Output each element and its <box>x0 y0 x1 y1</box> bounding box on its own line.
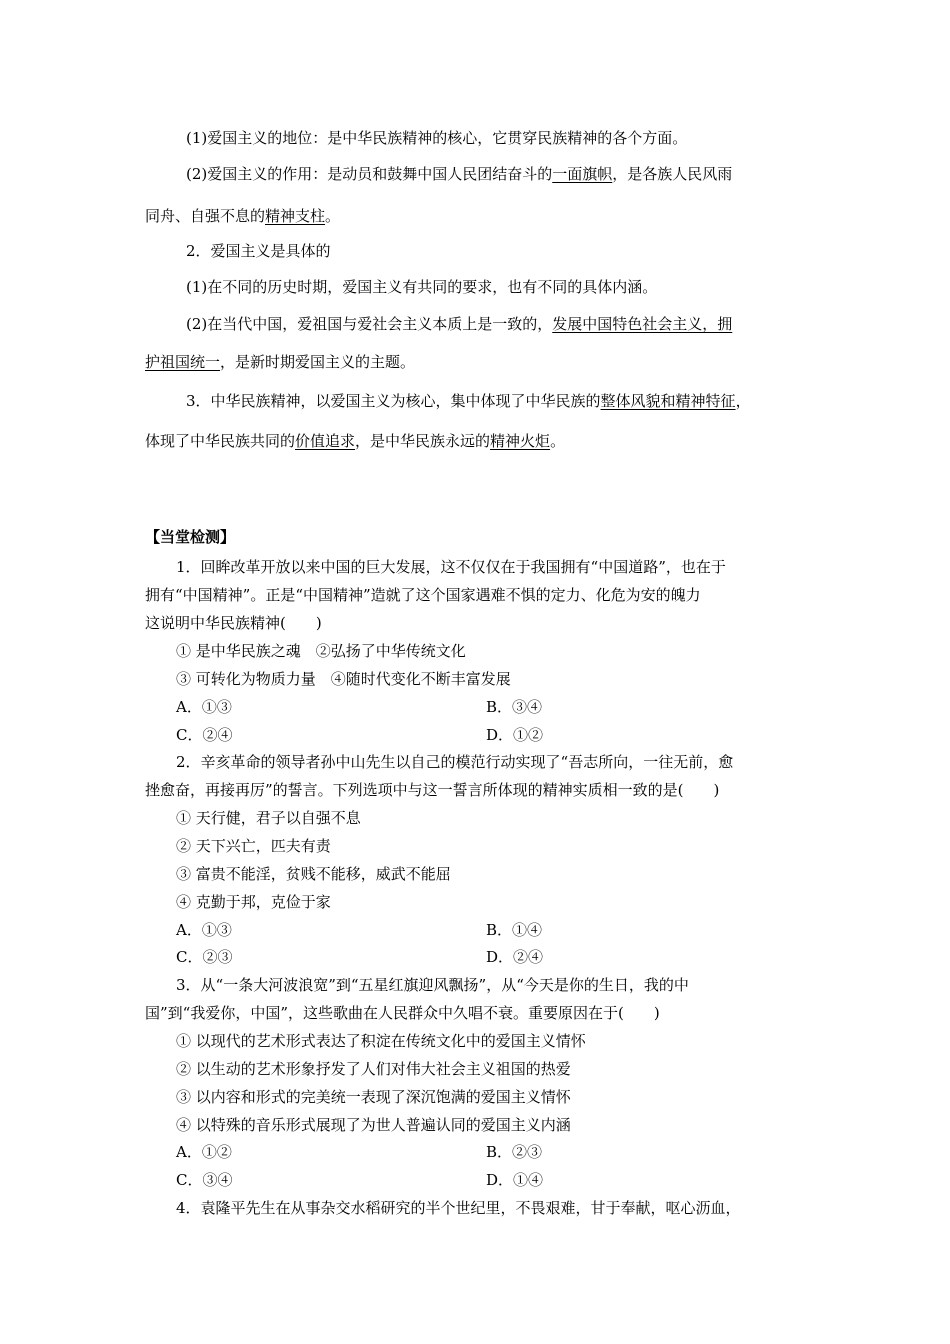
question-3-choice-d[interactable]: D．①④ <box>486 1171 544 1189</box>
para-patriotism-concrete: 2．爱国主义是具体的 <box>186 242 331 260</box>
underlined-keyword: 护祖国统一 <box>145 353 221 371</box>
question-2-choice-b[interactable]: B．①④ <box>486 921 543 939</box>
question-1-statement-row-2: ③ 可转化为物质力量 ④随时代变化不断丰富发展 <box>176 670 511 688</box>
question-3-statement-4: ④ 以特殊的音乐形式展现了为世人普遍认同的爱国主义内涵 <box>176 1116 571 1134</box>
underlined-keyword: 发展中国特色社会主义，拥 <box>552 315 733 333</box>
question-3-statement-2: ② 以生动的艺术形象抒发了人们对伟大社会主义祖国的热爱 <box>176 1060 571 1078</box>
para-contemporary-china-cont: 护祖国统一，是新时期爱国主义的主题。 <box>145 353 416 371</box>
question-1-statement-row-1: ① 是中华民族之魂 ②弘扬了中华传统文化 <box>176 642 466 660</box>
question-2-choice-c[interactable]: C．②③ <box>176 948 233 966</box>
question-3-statement-1: ① 以现代的艺术形式表达了积淀在传统文化中的爱国主义情怀 <box>176 1032 586 1050</box>
question-3-choice-b[interactable]: B．②③ <box>486 1143 543 1161</box>
para-national-spirit-cont: 体现了中华民族共同的价值追求，是中华民族永远的精神火炬。 <box>145 432 566 450</box>
question-3-choice-c[interactable]: C．③④ <box>176 1171 233 1189</box>
underlined-keyword: 整体风貌和精神特征 <box>600 392 736 410</box>
underlined-keyword: 精神支柱 <box>265 207 326 225</box>
question-3-choice-a[interactable]: A．①② <box>176 1143 232 1161</box>
question-1-choice-a[interactable]: A．①③ <box>176 698 232 716</box>
underlined-keyword: 精神火炬 <box>490 432 551 450</box>
question-2-statement-1: ① 天行健，君子以自强不息 <box>176 809 361 827</box>
quiz-heading: 【当堂检测】 <box>145 528 236 546</box>
question-2-line-2: 挫愈奋，再接再厉”的誓言。下列选项中与这一誓言所体现的精神实质相一致的是( ) <box>145 781 720 799</box>
question-2-statement-3: ③ 富贵不能淫，贫贱不能移，威武不能屈 <box>176 865 451 883</box>
question-2-line-1: 2．辛亥革命的领导者孙中山先生以自己的模范行动实现了“吾志所向，一往无前，愈 <box>176 753 734 771</box>
question-3-statement-3: ③ 以内容和形式的完美统一表现了深沉饱满的爱国主义情怀 <box>176 1088 571 1106</box>
question-1-line-1: 1．回眸改革开放以来中国的巨大发展，这不仅仅在于我国拥有“中国道路”，也在于 <box>176 558 726 576</box>
question-2-choice-a[interactable]: A．①③ <box>176 921 232 939</box>
para-patriotism-role: (2)爱国主义的作用：是动员和鼓舞中国人民团结奋斗的一面旗帜，是各族人民风雨 <box>186 165 733 183</box>
question-1-choice-d[interactable]: D．①② <box>486 726 544 744</box>
para-different-periods: (1)在不同的历史时期，爱国主义有共同的要求，也有不同的具体内涵。 <box>186 278 658 296</box>
underlined-keyword: 一面旗帜 <box>552 165 613 183</box>
question-3-line-1: 3．从“一条大河波浪宽”到“五星红旗迎风飘扬”，从“今天是你的生日，我的中 <box>176 976 689 994</box>
para-patriotism-status: (1)爱国主义的地位：是中华民族精神的核心，它贯穿民族精神的各个方面。 <box>186 129 688 147</box>
question-4-line-1: 4．袁隆平先生在从事杂交水稻研究的半个世纪里，不畏艰难，甘于奉献，呕心沥血， <box>176 1199 741 1217</box>
question-1-choice-c[interactable]: C．②④ <box>176 726 233 744</box>
question-2-statement-4: ④ 克勤于邦，克俭于家 <box>176 893 331 911</box>
question-1-line-3: 这说明中华民族精神( ) <box>145 614 322 632</box>
question-2-choice-d[interactable]: D．②④ <box>486 948 544 966</box>
para-contemporary-china: (2)在当代中国，爱祖国与爱社会主义本质上是一致的，发展中国特色社会主义，拥 <box>186 315 733 333</box>
question-2-statement-2: ② 天下兴亡，匹夫有责 <box>176 837 331 855</box>
underlined-keyword: 价值追求 <box>295 432 356 450</box>
question-1-line-2: 拥有“中国精神”。正是“中国精神”造就了这个国家遇难不惧的定力、化危为安的魄力 <box>145 586 701 604</box>
para-national-spirit: 3．中华民族精神，以爱国主义为核心，集中体现了中华民族的整体风貌和精神特征， <box>186 392 751 410</box>
para-patriotism-role-cont: 同舟、自强不息的精神支柱。 <box>145 207 341 225</box>
question-1-choice-b[interactable]: B．③④ <box>486 698 543 716</box>
question-3-line-2: 国”到“我爱你，中国”，这些歌曲在人民群众中久唱不衰。重要原因在于( ) <box>145 1004 660 1022</box>
